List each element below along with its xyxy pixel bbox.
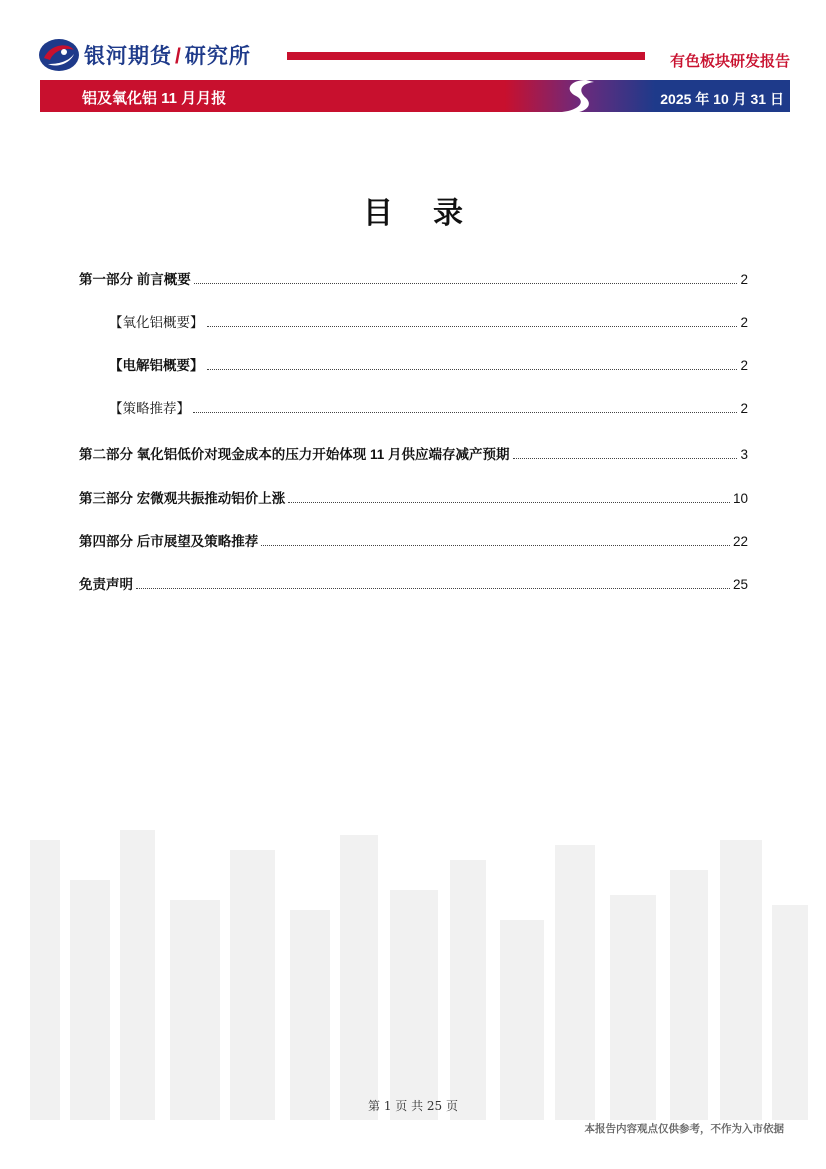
toc-entry-alumina-summary[interactable] xyxy=(109,311,748,331)
toc-entry-label: 第三部分 宏微观共振推动铝价上涨 xyxy=(79,491,286,506)
toc-entry-page: 2 xyxy=(740,401,748,416)
toc-entry-page: 2 xyxy=(740,272,748,287)
toc-entry-label: 第一部分 前言概要 xyxy=(79,272,191,287)
toc-entry-strategy[interactable] xyxy=(109,397,748,417)
toc-entry-label: 免责声明 xyxy=(79,577,133,592)
brand-department: 研究所 xyxy=(184,45,251,68)
toc-heading: 目录 xyxy=(363,197,503,230)
toc-entry-page: 3 xyxy=(740,447,748,462)
sector-label: 有色板块研发报告 xyxy=(669,53,790,70)
toc-entry-label: 第二部分 氧化铝低价对现金成本的压力开始体现 11 月供应端存减产预期 xyxy=(79,447,510,462)
toc-leader-dots xyxy=(194,282,738,284)
toc-leader-dots xyxy=(261,544,730,546)
footer-disclaimer: 本报告内容观点仅供参考，不作为入市依据 xyxy=(584,1123,784,1135)
toc-entry-part2[interactable] xyxy=(79,443,748,463)
galaxy-futures-logo-icon xyxy=(38,38,80,72)
report-title: 铝及氧化铝 11 月月报 xyxy=(82,90,227,107)
toc-entry-disclaimer[interactable] xyxy=(79,573,748,593)
brand-name xyxy=(84,40,251,70)
toc-leader-dots xyxy=(513,457,738,459)
toc-entry-part1[interactable] xyxy=(79,268,748,288)
header-red-bar xyxy=(287,52,645,60)
skyline-watermark-icon xyxy=(0,820,826,1120)
brand-separator: / xyxy=(175,45,182,68)
toc-leader-dots xyxy=(207,368,738,370)
toc-entry-aluminum-summary[interactable] xyxy=(109,354,748,374)
report-date: 2025 年 10 月 31 日 xyxy=(660,91,784,107)
toc-entry-label: 【电解铝概要】 xyxy=(109,358,204,373)
toc-leader-dots xyxy=(288,501,730,503)
toc-entry-page: 10 xyxy=(732,491,748,506)
brand-company: 银河期货 xyxy=(84,45,172,68)
toc-entry-label: 第四部分 后市展望及策略推荐 xyxy=(79,534,259,549)
toc-entry-page: 2 xyxy=(740,358,748,373)
toc-entry-page: 25 xyxy=(732,577,748,592)
toc-entry-page: 2 xyxy=(740,315,748,330)
toc-entry-part4[interactable] xyxy=(79,530,748,550)
toc-entry-label: 【氧化铝概要】 xyxy=(109,315,204,330)
toc-leader-dots xyxy=(193,411,737,413)
toc-leader-dots xyxy=(207,325,738,327)
toc-leader-dots xyxy=(136,587,730,589)
toc-entry-part3[interactable] xyxy=(79,487,748,507)
swoosh-logo-icon xyxy=(556,78,602,116)
toc-entry-label: 【策略推荐】 xyxy=(109,401,190,416)
toc-entry-page: 22 xyxy=(732,534,748,549)
page-indicator: 第 1 页 共 25 页 xyxy=(368,1099,458,1113)
